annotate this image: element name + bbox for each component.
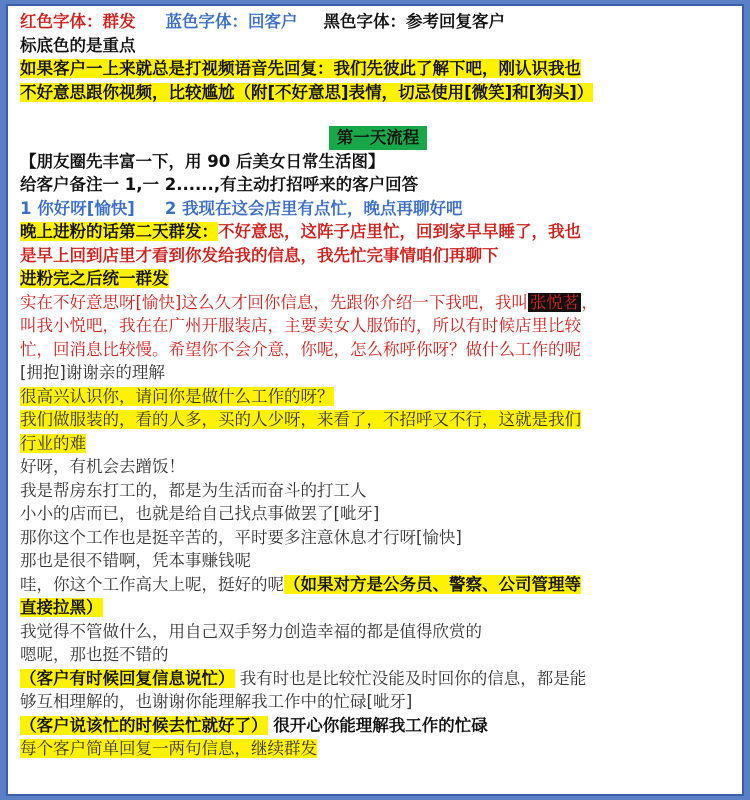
highlight-note: 标底色的是重点 — [20, 35, 136, 55]
reply-line: 那也是很不错啊，凭本事赚钱呢 — [20, 551, 251, 570]
document-content — [20, 10, 736, 761]
night-rule-line1 — [20, 220, 736, 244]
reply-line: 那你这个工作也是挺辛苦的，平时要多注意休息才行呀[愉快] — [20, 527, 462, 547]
document-frame — [6, 4, 744, 796]
clothing-text2: 行业的难 — [20, 433, 86, 453]
final-text: 每个客户简单回复一两句信息，继续群发 — [20, 739, 317, 758]
ask-job-row — [20, 385, 736, 409]
high-job-note2: 直接拉黑） — [20, 598, 103, 617]
reply-2: 2 我现在这会店里有点忙，晚点再聊好吧 — [164, 198, 463, 218]
night-rule-line2: 是早上回到店里才看到你发给我的信息，我先忙完事情咱们再聊下 — [20, 245, 499, 265]
busy-line2: 够互相理解的，也谢谢你能理解我工作中的忙碌[呲牙] — [20, 692, 413, 711]
video-rule-text1: 如果客户一上来就总是打视频语音先回复：我们先彼此了解下吧，刚认识我也 — [20, 59, 581, 78]
intro-name: 张悦茗 — [529, 292, 580, 312]
appreciate-line: 我觉得不管做什么，用自己双手努力创造幸福的都是值得欣赏的 — [20, 621, 482, 641]
legend-red: 红色字体：群发 — [20, 12, 136, 31]
day-title: 第一天流程 — [329, 126, 428, 150]
reply-line: 小小的店而已，也就是给自己找点事做罢了[呲牙] — [20, 504, 380, 523]
go-busy-tag: （客户说该忙的时候去忙就好了） — [20, 715, 268, 735]
reply-line: 好呀，有机会去蹭饭！ — [20, 457, 185, 476]
night-rule-lead: 晚上进粉的话第二天群发： — [20, 222, 218, 241]
final-line — [20, 737, 736, 761]
hug-reply: [拥抱]谢谢亲的理解 — [20, 363, 165, 382]
clothing-line2 — [20, 432, 736, 456]
busy-tag: （客户有时候回复信息说忙） — [20, 668, 235, 688]
after-tip: 进粉完之后统一群发 — [20, 269, 169, 288]
reply-1: 1 你好呀[愉快] — [20, 198, 135, 218]
busy-line1 — [20, 667, 736, 691]
legend-blue: 蓝色字体：回客户 — [165, 12, 298, 31]
busy-text1: 我有时也是比较忙没能及时回你的信息，都是能 — [239, 668, 587, 688]
remark-tip: 给客户备注一 1,一 2......,有主动打招呼来的客户回答 — [20, 175, 419, 194]
clothing-text1: 我们做服装的，看的人多，买的人少呀，来看了，不招呼又不行，这就是我们 — [20, 410, 581, 429]
reply-line: 我是帮房东打工的，都是为生活而奋斗的打工人 — [20, 480, 367, 500]
not-bad-line: 嗯呢，那也挺不错的 — [20, 645, 169, 664]
go-busy-text: 很开心你能理解我工作的忙碌 — [273, 715, 488, 735]
color-legend — [20, 10, 736, 34]
ask-job: 很高兴认识你，请问你是做什么工作的呀？ — [20, 386, 334, 406]
night-rule-text1: 不好意思，这阵子店里忙，回到家早早睡了，我也 — [218, 222, 581, 241]
day-title-row — [20, 126, 736, 150]
video-rule-text2: 不好意思跟你视频，比较尴尬（附[不好意思]表情，切忌使用[微笑]和[狗头]） — [20, 82, 594, 102]
intro-text1: 实在不好意思呀[愉快]这么久才回你信息，先跟你介绍一下我吧，我叫 — [20, 292, 528, 312]
legend-black: 黑色字体：参考回复客户 — [323, 12, 505, 31]
high-job-note1: （如果对方是公务员、警察、公司管理等 — [284, 574, 581, 594]
after-tip-row — [20, 267, 736, 291]
intro-line3: 忙，回消息比较慢。希望你不会介意，你呢，怎么称呼你呀？做什么工作的呢 — [20, 339, 581, 359]
greeting-replies — [20, 197, 736, 221]
go-busy-line — [20, 714, 736, 738]
video-rule-line2 — [20, 81, 736, 105]
video-rule-line1 — [20, 57, 736, 81]
moments-tip: 【朋友圈先丰富一下，用 90 后美女日常生活图】 — [20, 151, 385, 171]
high-job-line1 — [20, 573, 736, 597]
spacer — [20, 104, 736, 126]
intro-line1 — [20, 291, 736, 315]
clothing-line1 — [20, 408, 736, 432]
intro-line2: 叫我小悦吧，我在在广州开服装店，主要卖女人服饰的，所以有时候店里比较 — [20, 316, 581, 335]
high-job-line2 — [20, 596, 736, 620]
high-job-text: 哇，你这个工作高大上呢，挺好的呢 — [20, 574, 284, 594]
intro-comma: ， — [581, 292, 598, 312]
